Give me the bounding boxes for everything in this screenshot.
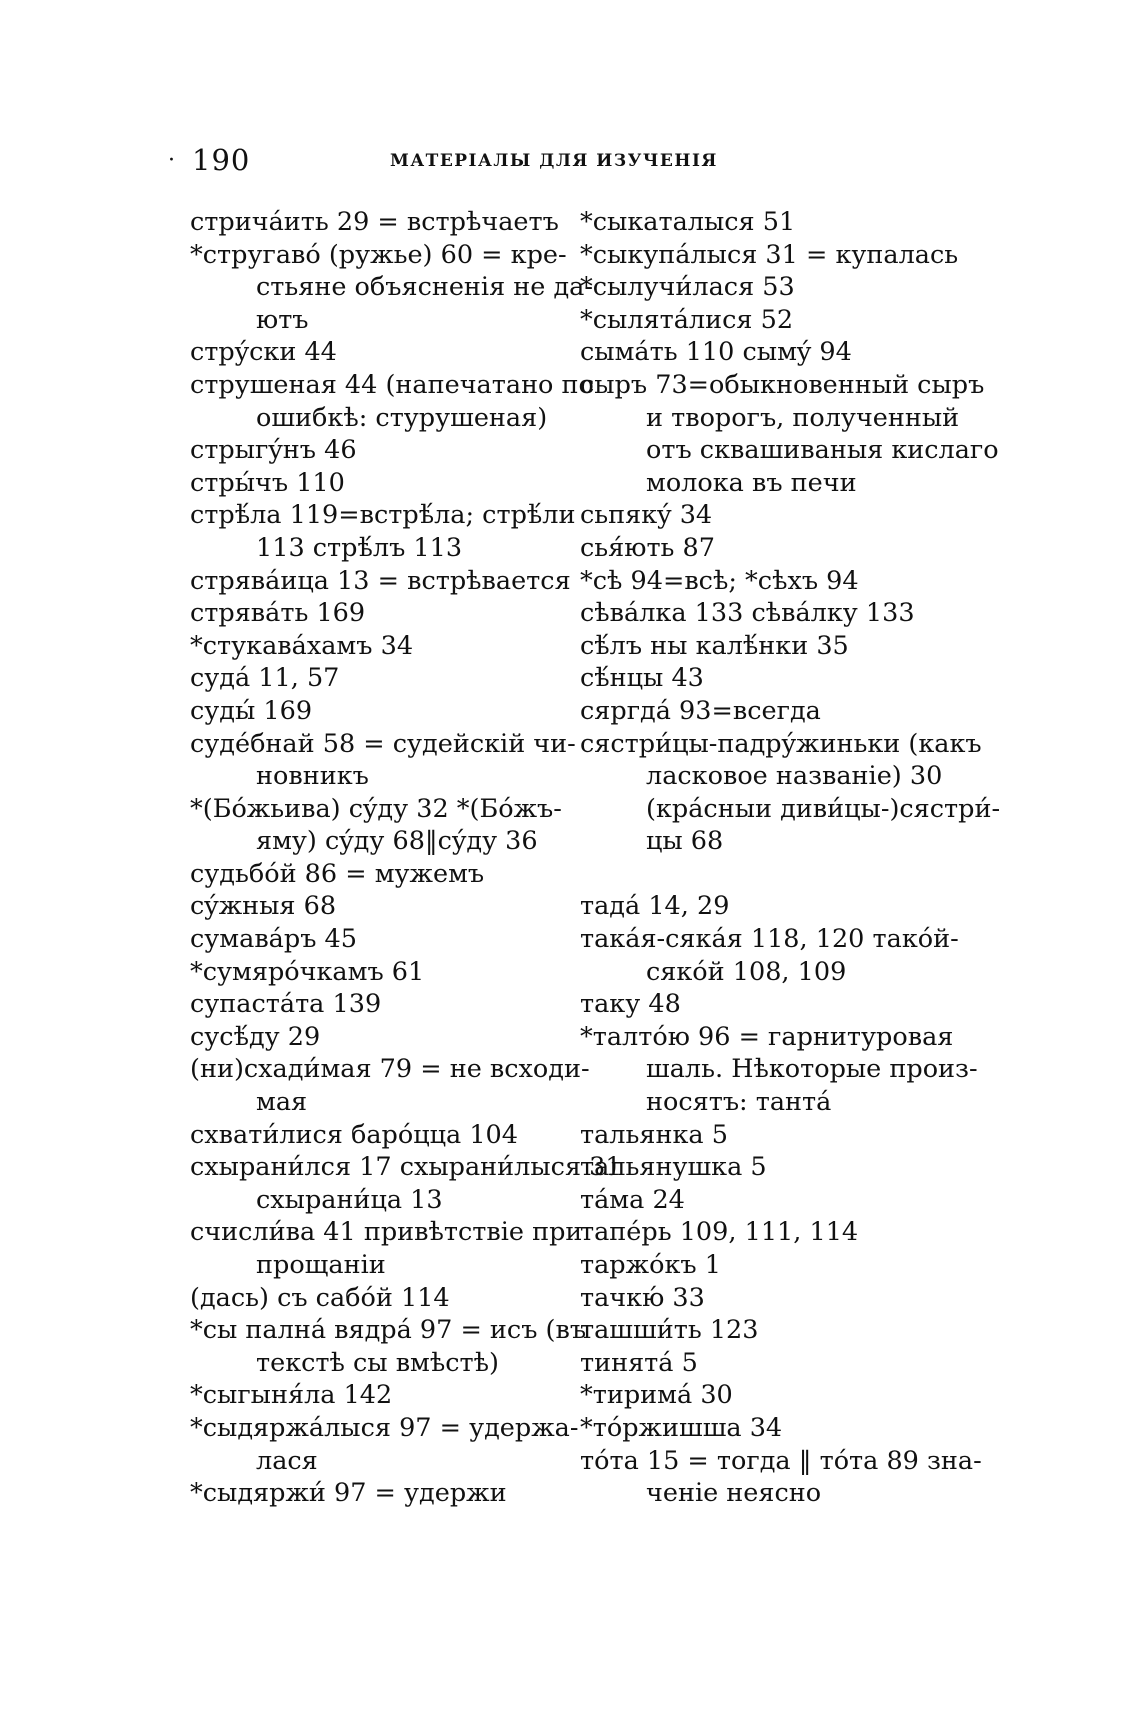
- page-header: [170, 140, 970, 180]
- entry-line: сýжныя 68: [190, 891, 337, 922]
- entry-line: тáма 24: [580, 1184, 685, 1215]
- right-column: [580, 206, 1001, 1510]
- entry-line: *сумярóчкамъ 61: [190, 956, 425, 987]
- entry-continuation-line: ласковое названіе) 30: [646, 761, 943, 792]
- entry-line: такáя-сякáя 118, 120 такóй-: [580, 924, 959, 955]
- entry-line: *сылучи́лася 53: [580, 272, 795, 303]
- running-head: МАТЕРІАЛЫ ДЛЯ ИЗУЧЕНІЯ: [390, 151, 718, 171]
- entry-line: тальянушка 5: [580, 1152, 767, 1183]
- entry-line: тадá 14, 29: [580, 891, 730, 922]
- entry-line: счисли́ва 41 привѣтствіе при: [190, 1217, 583, 1248]
- entry-continuation-line: ченіе неясно: [646, 1478, 822, 1509]
- entry-line: схырани́лся 17 схырани́лыся 31: [190, 1152, 622, 1183]
- entry-continuation-line: отъ сквашиваныя кислаго: [646, 435, 999, 466]
- entry-line: супастáта 139: [190, 989, 382, 1020]
- entry-line: сыръ 73=обыкновенный сыръ: [580, 369, 985, 400]
- entry-line: сястри́цы-падрýжиньки (какъ: [580, 728, 982, 759]
- entry-line: тинятá 5: [580, 1347, 698, 1378]
- entry-line: тапéрь 109, 111, 114: [580, 1217, 859, 1248]
- entry-continuation-line: (крáсныи диви́цы-)сястри́-: [646, 793, 1001, 824]
- entry-line: сѣвáлка 133 сѣвáлку 133: [580, 598, 915, 629]
- entry-line: судéбнай 58 = судейскій чи-: [190, 728, 576, 759]
- entry-continuation-line: ошибкѣ: стурушеная): [256, 402, 548, 433]
- entry-line: (ни)схади́мая 79 = не всходи-: [190, 1054, 590, 1085]
- entry-continuation-line: носятъ: тантá: [646, 1087, 832, 1118]
- entry-line: стры́чъ 110: [190, 467, 345, 498]
- entry-line: *(Бóжьива) сýду 32 *(Бóжъ-: [190, 793, 562, 824]
- entry-continuation-line: 113 стрѣ́лъ 113: [256, 532, 463, 563]
- entry-continuation-line: новникъ: [256, 761, 369, 792]
- entry-continuation-line: текстѣ сы вмѣстѣ): [256, 1347, 499, 1378]
- entry-line: сѣ́лъ ны калѣ́нки 35: [580, 630, 849, 661]
- entry-continuation-line: молока въ печи: [646, 467, 857, 498]
- entry-line: сымáть 110 сымý 94: [580, 337, 852, 368]
- entry-line: *сылятáлися 52: [580, 304, 794, 335]
- entry-line: сьпякý 34: [580, 500, 713, 531]
- entry-line: сѣ́нцы 43: [580, 663, 704, 694]
- entry-line: стрявáть 169: [190, 598, 366, 629]
- entry-line: тóта 15 = тогда ‖ тóта 89 зна-: [580, 1445, 982, 1476]
- entry-line: *талтóю 96 = гарнитуровая: [580, 1021, 954, 1052]
- entry-continuation-line: стьяне объясненія не да-: [256, 272, 593, 303]
- entry-line: сья́ють 87: [580, 532, 715, 563]
- entry-line: ташши́ть 123: [580, 1315, 759, 1346]
- entry-line: стрѣ́ла 119=встрѣ́ла; стрѣ́ли: [190, 500, 576, 531]
- entry-line: *стукавáхамъ 34: [190, 630, 414, 661]
- page-mark: ·: [168, 148, 175, 173]
- entry-line: *сыкаталыся 51: [580, 207, 796, 237]
- entry-line: стричáить 29 = встрѣчаетъ: [190, 207, 559, 237]
- entry-line: судьбóй 86 = мужемъ: [190, 858, 485, 889]
- entry-line: *тиримá 30: [580, 1380, 733, 1411]
- entry-line: *стругавó (ружье) 60 = кре-: [190, 239, 567, 270]
- entry-line: стрыгýнъ 46: [190, 435, 357, 466]
- entry-line: тальянка 5: [580, 1119, 728, 1150]
- entry-line: стрýски 44: [190, 337, 337, 368]
- entry-continuation-line: ютъ: [256, 304, 309, 335]
- entry-line: *сыкупáлыся 31 = купалась: [580, 239, 959, 270]
- entry-continuation-line: цы 68: [646, 826, 724, 857]
- entry-line: сяргдá 93=всегда: [580, 695, 821, 726]
- entry-continuation-line: и творогъ, полученный: [646, 402, 960, 433]
- entry-line: *сыдяржи́ 97 = удержи: [190, 1478, 507, 1509]
- entry-line: [580, 858, 965, 891]
- entry-line: *сѣ 94=всѣ; *сѣхъ 94: [580, 565, 859, 596]
- entry-continuation-line: мая: [256, 1087, 308, 1118]
- entry-continuation-line: схырани́ца 13: [256, 1184, 443, 1215]
- entry-line: таку 48: [580, 989, 681, 1020]
- entry-line: струшеная 44 (напечатано по: [190, 369, 594, 400]
- entry-line: *тóржишша 34: [580, 1412, 783, 1443]
- entry-line: тачкю́ 33: [580, 1282, 705, 1313]
- entry-line: *сыгыня́ла 142: [190, 1380, 393, 1411]
- entry-line: *сы палнá вядрá 97 = исъ (въ: [190, 1315, 587, 1346]
- entry-line: таржóкъ 1: [580, 1250, 721, 1280]
- entry-line: сумавáръ 45: [190, 924, 357, 955]
- entry-continuation-line: лася: [256, 1445, 318, 1476]
- entry-line: *сыдяржáлыся 97 = удержа-: [190, 1412, 579, 1443]
- entry-line: судá 11, 57: [190, 663, 340, 694]
- entry-line: стрявáица 13 = встрѣвается: [190, 565, 571, 596]
- entry-line: схвати́лися барóцца 104: [190, 1119, 519, 1150]
- page-number: 190: [192, 143, 251, 177]
- entry-continuation-line: сякóй 108, 109: [646, 956, 847, 987]
- entry-line: суды́ 169: [190, 695, 313, 726]
- left-column: [190, 206, 622, 1510]
- entry-line: сусѣ́ду 29: [190, 1021, 321, 1052]
- entry-continuation-line: яму) сýду 68‖сýду 36: [256, 826, 538, 857]
- entry-continuation-line: шаль. Нѣкоторые произ-: [646, 1054, 978, 1085]
- entry-continuation-line: прощаніи: [256, 1250, 386, 1280]
- entry-line: (дась) съ сабóй 114: [190, 1282, 450, 1313]
